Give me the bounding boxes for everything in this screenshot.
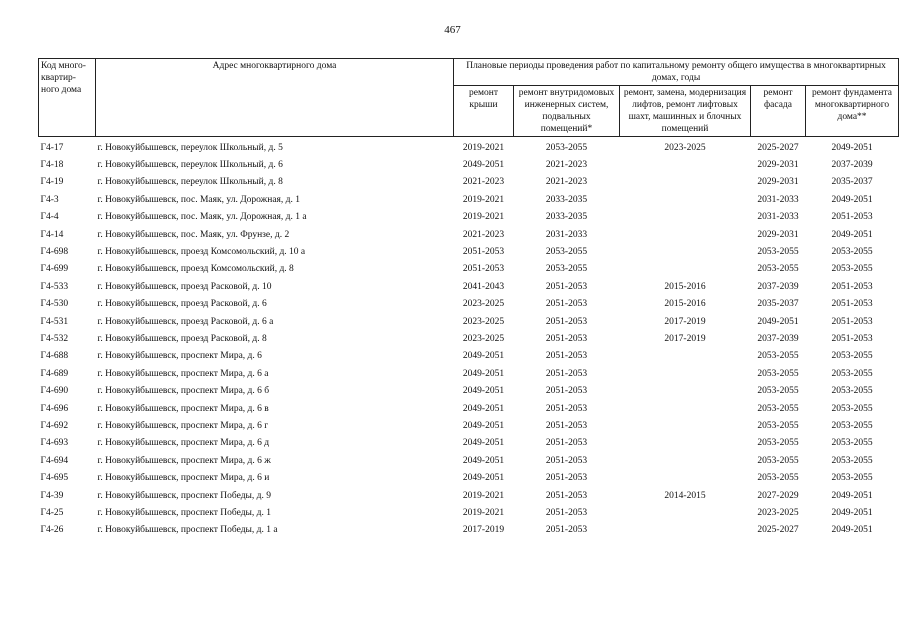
cell-systems: 2051-2053 — [545, 281, 588, 292]
cell-foundation: 2053-2055 — [831, 386, 873, 397]
cell-facade: 2053-2055 — [757, 247, 799, 258]
header-roof: ремонт крыши — [454, 86, 514, 137]
cell-roof: 2019-2021 — [462, 490, 505, 501]
cell-facade: 2053-2055 — [757, 438, 799, 449]
cell-foundation: 2049-2051 — [831, 525, 873, 536]
cell-roof: 2019-2021 — [462, 212, 505, 223]
cell-address: г. Новокуйбышевск, проезд Расковой, д. 6 а — [97, 316, 274, 327]
cell-address: г. Новокуйбышевск, переулок Школьный, д. 6 — [97, 160, 283, 171]
cell-elevators: 2017-2019 — [664, 333, 706, 344]
cell-foundation: 2049-2051 — [831, 194, 873, 205]
cell-code: Г4-19 — [40, 177, 64, 188]
cell-foundation: 2035-2037 — [831, 177, 873, 188]
cell-foundation: 2053-2055 — [831, 438, 873, 449]
cell-roof: 2049-2051 — [462, 351, 505, 362]
cell-address: г. Новокуйбышевск, проспект Мира, д. 6 д — [97, 438, 270, 449]
cell-roof: 2049-2051 — [462, 438, 505, 449]
table-row — [39, 469, 899, 486]
cell-roof: 2049-2051 — [462, 403, 505, 414]
table-row — [39, 296, 899, 313]
cell-foundation: 2053-2055 — [831, 473, 873, 484]
page-number: 467 — [444, 24, 461, 36]
cell-foundation: 2051-2053 — [831, 212, 873, 223]
cell-roof: 2051-2053 — [462, 247, 505, 258]
cell-foundation: 2053-2055 — [831, 455, 873, 466]
cell-code: Г4-532 — [40, 333, 69, 344]
cell-elevators: 2017-2019 — [664, 316, 706, 327]
cell-foundation: 2049-2051 — [831, 229, 873, 240]
cell-elevators — [620, 209, 751, 226]
table-row — [39, 435, 899, 452]
cell-elevators — [620, 469, 751, 486]
cell-systems: 2051-2053 — [545, 403, 588, 414]
cell-roof: 2019-2021 — [462, 142, 505, 153]
cell-systems: 2033-2035 — [545, 194, 588, 205]
cell-elevators — [620, 191, 751, 208]
cell-address: г. Новокуйбышевск, проезд Расковой, д. 10 — [97, 281, 272, 292]
cell-elevators — [620, 435, 751, 452]
cell-foundation: 2049-2051 — [831, 507, 873, 518]
table-row — [39, 487, 899, 504]
cell-elevators — [620, 522, 751, 539]
header-foundation: ремонт фундамента многоквартирного дома** — [806, 86, 899, 137]
cell-elevators — [620, 226, 751, 243]
cell-roof: 2023-2025 — [462, 333, 505, 344]
cell-roof: 2049-2051 — [462, 420, 505, 431]
table-row — [39, 348, 899, 365]
cell-roof: 2041-2043 — [462, 281, 505, 292]
cell-address: г. Новокуйбышевск, переулок Школьный, д. 5 — [97, 142, 283, 153]
cell-code: Г4-692 — [40, 420, 69, 431]
cell-elevators — [620, 452, 751, 469]
table-row — [39, 156, 899, 173]
cell-address: г. Новокуйбышевск, проспект Мира, д. 6 ж — [97, 455, 271, 466]
cell-code: Г4-4 — [40, 212, 59, 223]
header-elevators: ремонт, замена, модернизация лифтов, ремонт лифтовых шахт, машинных и блочных помещений — [620, 86, 751, 137]
cell-foundation: 2053-2055 — [831, 403, 873, 414]
cell-elevators: 2015-2016 — [664, 299, 706, 310]
cell-elevators — [620, 504, 751, 521]
cell-address: г. Новокуйбышевск, проспект Мира, д. 6 г — [97, 420, 269, 431]
cell-roof: 2049-2051 — [462, 386, 505, 397]
cell-foundation: 2051-2053 — [831, 316, 873, 327]
cell-facade: 2049-2051 — [757, 316, 799, 327]
cell-elevators: 2015-2016 — [664, 281, 706, 292]
cell-address: г. Новокуйбышевск, проспект Победы, д. 1 — [97, 507, 271, 518]
cell-code: Г4-26 — [40, 525, 64, 536]
cell-address: г. Новокуйбышевск, проезд Расковой, д. 6 — [97, 299, 267, 310]
cell-systems: 2051-2053 — [545, 351, 588, 362]
cell-facade: 2035-2037 — [757, 299, 799, 310]
cell-systems: 2051-2053 — [545, 420, 588, 431]
cell-address: г. Новокуйбышевск, проспект Мира, д. 6 а — [97, 368, 269, 379]
cell-code: Г4-699 — [40, 264, 69, 275]
cell-systems: 2051-2053 — [545, 316, 588, 327]
cell-foundation: 2053-2055 — [831, 351, 873, 362]
cell-code: Г4-39 — [40, 490, 64, 501]
cell-foundation: 2053-2055 — [831, 368, 873, 379]
cell-systems: 2051-2053 — [545, 333, 588, 344]
cell-systems: 2021-2023 — [545, 160, 588, 171]
cell-code: Г4-18 — [40, 160, 64, 171]
cell-systems: 2051-2053 — [545, 490, 588, 501]
cell-address: г. Новокуйбышевск, проезд Комсомольский, д. 10 а — [97, 247, 306, 258]
table-row — [39, 400, 899, 417]
cell-roof: 2023-2025 — [462, 316, 505, 327]
cell-facade: 2037-2039 — [757, 333, 799, 344]
cell-foundation: 2053-2055 — [831, 247, 873, 258]
cell-address: г. Новокуйбышевск, проезд Комсомольский, д. 8 — [97, 264, 294, 275]
table-row — [39, 226, 899, 243]
cell-elevators — [620, 243, 751, 260]
cell-address: г. Новокуйбышевск, проезд Расковой, д. 8 — [97, 333, 267, 344]
cell-roof: 2049-2051 — [462, 368, 505, 379]
header-address: Адрес многоквартирного дома — [96, 59, 454, 137]
cell-foundation: 2053-2055 — [831, 420, 873, 431]
table-row — [39, 522, 899, 539]
cell-code: Г4-695 — [40, 473, 69, 484]
cell-facade: 2031-2033 — [757, 194, 799, 205]
cell-elevators: 2023-2025 — [664, 142, 706, 153]
cell-facade: 2029-2031 — [757, 160, 799, 171]
cell-facade: 2025-2027 — [757, 525, 799, 536]
table-row — [39, 382, 899, 399]
cell-systems: 2053-2055 — [545, 247, 588, 258]
cell-code: Г4-14 — [40, 229, 64, 240]
cell-systems: 2051-2053 — [545, 455, 588, 466]
table-row — [39, 504, 899, 521]
cell-facade: 2053-2055 — [757, 473, 799, 484]
cell-systems: 2051-2053 — [545, 386, 588, 397]
table-row — [39, 365, 899, 382]
cell-address: г. Новокуйбышевск, проспект Победы, д. 1 а — [97, 525, 278, 536]
table-row — [39, 191, 899, 208]
cell-code: Г4-690 — [40, 386, 69, 397]
cell-address: г. Новокуйбышевск, проспект Победы, д. 9 — [97, 490, 271, 501]
cell-address: г. Новокуйбышевск, пос. Маяк, ул. Фрунзе, д. 2 — [97, 229, 290, 240]
cell-roof: 2049-2051 — [462, 455, 505, 466]
cell-facade: 2053-2055 — [757, 455, 799, 466]
table-row — [39, 137, 899, 157]
cell-address: г. Новокуйбышевск, проспект Мира, д. 6 — [97, 351, 262, 362]
table-row — [39, 209, 899, 226]
cell-roof: 2021-2023 — [462, 177, 505, 188]
header-code: Код много-квартир-ного дома — [39, 59, 96, 137]
cell-code: Г4-689 — [40, 368, 69, 379]
cell-facade: 2029-2031 — [757, 177, 799, 188]
cell-roof: 2049-2051 — [462, 473, 505, 484]
cell-foundation: 2051-2053 — [831, 333, 873, 344]
cell-foundation: 2037-2039 — [831, 160, 873, 171]
cell-code: Г4-25 — [40, 507, 64, 518]
header-periods: Плановые периоды проведения работ по капитальному ремонту общего имущества в многоквартирных домах, годы — [454, 59, 899, 86]
cell-facade: 2027-2029 — [757, 490, 799, 501]
cell-foundation: 2053-2055 — [831, 264, 873, 275]
cell-systems: 2051-2053 — [545, 473, 588, 484]
cell-code: Г4-3 — [40, 194, 59, 205]
cell-elevators — [620, 261, 751, 278]
cell-code: Г4-17 — [40, 142, 64, 153]
cell-systems: 2051-2053 — [545, 438, 588, 449]
table-row — [39, 313, 899, 330]
cell-facade: 2053-2055 — [757, 403, 799, 414]
header-row-1 — [39, 59, 899, 86]
cell-elevators: 2014-2015 — [664, 490, 706, 501]
cell-code: Г4-696 — [40, 403, 69, 414]
cell-address: г. Новокуйбышевск, проспект Мира, д. 6 в — [97, 403, 269, 414]
cell-facade: 2053-2055 — [757, 386, 799, 397]
table-row — [39, 174, 899, 191]
table-row — [39, 330, 899, 347]
cell-roof: 2017-2019 — [462, 525, 505, 536]
cell-elevators — [620, 365, 751, 382]
cell-roof: 2049-2051 — [462, 160, 505, 171]
cell-systems: 2051-2053 — [545, 368, 588, 379]
cell-systems: 2053-2055 — [545, 264, 588, 275]
cell-elevators — [620, 382, 751, 399]
cell-code: Г4-688 — [40, 351, 69, 362]
cell-foundation: 2049-2051 — [831, 142, 873, 153]
cell-facade: 2037-2039 — [757, 281, 799, 292]
cell-address: г. Новокуйбышевск, пос. Маяк, ул. Дорожная, д. 1 — [97, 194, 301, 205]
table-row — [39, 417, 899, 434]
cell-facade: 2023-2025 — [757, 507, 799, 518]
cell-facade: 2031-2033 — [757, 212, 799, 223]
table-row — [39, 278, 899, 295]
cell-elevators — [620, 348, 751, 365]
cell-code: Г4-693 — [40, 438, 69, 449]
cell-facade: 2029-2031 — [757, 229, 799, 240]
cell-roof: 2021-2023 — [462, 229, 505, 240]
header-systems: ремонт внутридомовых инженерных систем, подвальных помещений* — [514, 86, 620, 137]
cell-address: г. Новокуйбышевск, проспект Мира, д. 6 б — [97, 386, 270, 397]
cell-systems: 2051-2053 — [545, 525, 588, 536]
header-facade: ремонт фасада — [751, 86, 806, 137]
cell-facade: 2053-2055 — [757, 368, 799, 379]
cell-facade: 2053-2055 — [757, 351, 799, 362]
cell-roof: 2051-2053 — [462, 264, 505, 275]
cell-elevators — [620, 156, 751, 173]
cell-code: Г4-530 — [40, 299, 69, 310]
cell-facade: 2053-2055 — [757, 420, 799, 431]
cell-facade: 2053-2055 — [757, 264, 799, 275]
cell-roof: 2023-2025 — [462, 299, 505, 310]
cell-systems: 2021-2023 — [545, 177, 588, 188]
cell-address: г. Новокуйбышевск, пос. Маяк, ул. Дорожная, д. 1 а — [97, 212, 307, 223]
cell-systems: 2053-2055 — [545, 142, 588, 153]
cell-systems: 2051-2053 — [545, 299, 588, 310]
cell-address: г. Новокуйбышевск, проспект Мира, д. 6 и — [97, 473, 270, 484]
cell-code: Г4-694 — [40, 455, 69, 466]
cell-systems: 2033-2035 — [545, 212, 588, 223]
cell-systems: 2031-2033 — [545, 229, 588, 240]
cell-elevators — [620, 400, 751, 417]
cell-code: Г4-533 — [40, 281, 69, 292]
cell-facade: 2025-2027 — [757, 142, 799, 153]
cell-elevators — [620, 417, 751, 434]
cell-code: Г4-698 — [40, 247, 69, 258]
cell-address: г. Новокуйбышевск, переулок Школьный, д. 8 — [97, 177, 283, 188]
table-row — [39, 261, 899, 278]
cell-code: Г4-531 — [40, 316, 69, 327]
cell-foundation: 2051-2053 — [831, 299, 873, 310]
table-row — [39, 452, 899, 469]
cell-roof: 2019-2021 — [462, 194, 505, 205]
cell-systems: 2051-2053 — [545, 507, 588, 518]
cell-roof: 2019-2021 — [462, 507, 505, 518]
table-body — [39, 137, 899, 539]
cell-elevators — [620, 174, 751, 191]
capital-repair-schedule-table — [38, 58, 899, 539]
cell-foundation: 2051-2053 — [831, 281, 873, 292]
table-row — [39, 243, 899, 260]
cell-foundation: 2049-2051 — [831, 490, 873, 501]
